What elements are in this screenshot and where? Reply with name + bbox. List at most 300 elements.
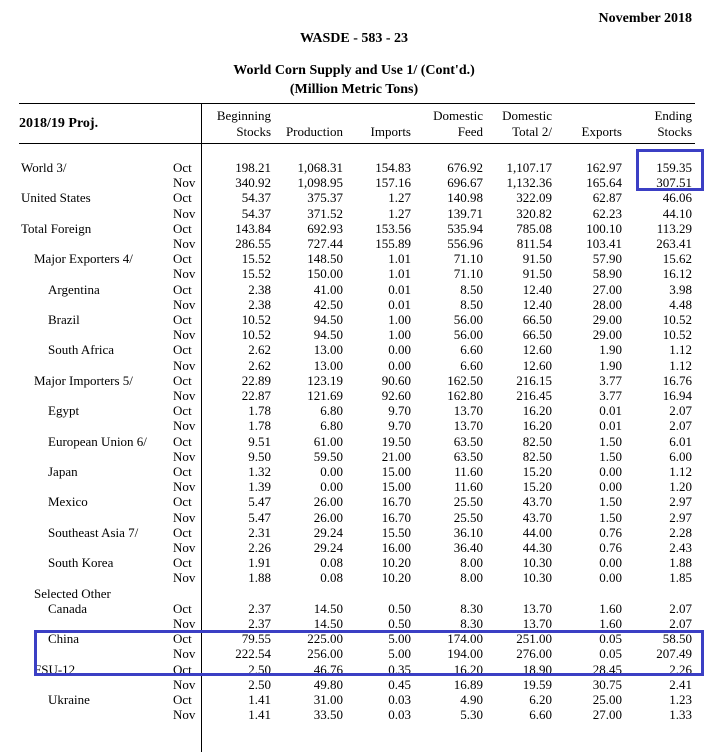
column-header (286, 108, 343, 140)
row-month: Nov (173, 570, 196, 586)
row-month: Nov (173, 418, 196, 434)
table-cell: 8.30 (460, 600, 483, 616)
table-cell: 16.70 (381, 509, 411, 525)
table-cell: 9.51 (248, 433, 271, 449)
table-cell: 26.00 (313, 509, 343, 525)
table-cell: 11.60 (454, 464, 483, 479)
row-label: Major Exporters 4/ (34, 251, 133, 267)
table-cell: 692.93 (307, 220, 343, 236)
table-cell: 256.00 (307, 646, 343, 662)
table-cell: 1.90 (599, 342, 622, 358)
row-label: Selected Other (34, 585, 111, 601)
row-month: Oct (173, 281, 192, 297)
table-cell: 307.51 (656, 175, 692, 191)
table-cell: 2.43 (669, 540, 692, 555)
table-cell: 1.60 (599, 616, 622, 631)
row-month: Oct (173, 190, 192, 206)
table-cell: 1,107.17 (506, 160, 552, 175)
table-cell: 1.90 (599, 357, 622, 373)
row-month: Oct (173, 464, 192, 479)
table-cell: 727.44 (307, 236, 343, 251)
row-label: United States (21, 190, 91, 206)
table-cell: 31.00 (313, 692, 343, 707)
table-cell: 33.50 (313, 707, 343, 723)
table-cell: 1,068.31 (297, 160, 343, 175)
table-cell: 16.94 (662, 388, 692, 403)
table-cell: 8.50 (460, 296, 483, 312)
row-month: Oct (173, 251, 192, 267)
table-cell: 16.00 (381, 540, 411, 555)
table-cell: 0.08 (320, 555, 343, 571)
table-cell: 1.78 (248, 403, 271, 419)
row-month: Oct (173, 692, 192, 707)
table-cell: 2.26 (248, 540, 271, 555)
column-header (433, 108, 483, 140)
row-month: Nov (173, 296, 196, 312)
table-cell: 140.98 (447, 190, 483, 206)
table-cell: 148.50 (307, 251, 343, 267)
table-cell: 1.78 (248, 418, 271, 434)
table-cell: 82.50 (522, 433, 552, 449)
row-month: Nov (173, 388, 196, 403)
table-cell: 56.00 (453, 312, 483, 327)
row-month: Nov (173, 509, 196, 525)
row-label: Ukraine (48, 692, 90, 707)
table-cell: 371.52 (307, 205, 343, 221)
table-cell: 6.80 (320, 418, 343, 434)
table-cell: 811.54 (516, 236, 552, 251)
table-cell: 4.48 (669, 296, 692, 312)
table-cell: 25.50 (453, 509, 483, 525)
table-cell: 375.37 (307, 190, 343, 206)
table-cell: 26.00 (313, 494, 343, 510)
table-cell: 59.50 (313, 448, 343, 464)
table-cell: 44.10 (662, 205, 692, 221)
table-cell: 1.85 (669, 570, 692, 586)
projection-label: 2018/19 Proj. (19, 116, 99, 131)
table-cell: 57.90 (592, 251, 622, 267)
row-month: Oct (173, 372, 192, 388)
table-cell: 2.37 (248, 616, 271, 631)
table-cell: 94.50 (313, 327, 343, 343)
table-cell: 5.47 (248, 494, 271, 510)
table-cell: 150.00 (307, 266, 343, 282)
table-cell: 10.30 (522, 570, 552, 586)
column-header-line1: Domestic (502, 108, 552, 123)
table-cell: 6.60 (460, 342, 483, 358)
row-month: Nov (173, 616, 196, 631)
column-header (582, 108, 622, 140)
column-header (654, 108, 692, 140)
table-cell: 1,132.36 (506, 175, 552, 191)
table-cell: 162.50 (447, 372, 483, 388)
table-cell: 198.21 (235, 160, 271, 175)
row-month: Nov (173, 205, 196, 221)
table-cell: 0.01 (388, 281, 411, 297)
table-cell: 2.97 (669, 494, 692, 510)
row-month: Nov (173, 540, 196, 555)
table-cell: 2.41 (669, 676, 692, 692)
table-cell: 10.52 (241, 312, 271, 327)
table-cell: 16.89 (453, 676, 483, 692)
table-cell: 0.05 (599, 631, 622, 647)
table-cell: 216.45 (516, 388, 552, 403)
table-cell: 5.47 (248, 509, 271, 525)
table-cell: 0.00 (320, 464, 343, 479)
table-cell: 28.00 (592, 296, 622, 312)
table-cell: 2.26 (669, 661, 692, 677)
table-cell: 263.41 (656, 236, 692, 251)
table-cell: 157.16 (375, 175, 411, 191)
table-cell: 16.20 (522, 418, 552, 434)
table-cell: 15.52 (241, 266, 271, 282)
table-cell: 29.24 (313, 524, 343, 540)
table-cell: 159.35 (656, 160, 692, 175)
table-cell: 1.50 (599, 433, 622, 449)
table-cell: 36.10 (453, 524, 483, 540)
table-cell: 13.00 (313, 357, 343, 373)
table-cell: 2.37 (248, 600, 271, 616)
table-cell: 1.01 (388, 251, 411, 267)
table-cell: 2.28 (669, 524, 692, 540)
table-cell: 18.90 (522, 661, 552, 677)
table-cell: 56.00 (453, 327, 483, 343)
table-cell: 1.23 (669, 692, 692, 707)
table-cell: 90.60 (381, 372, 411, 388)
table-cell: 15.20 (522, 464, 552, 479)
row-label: Argentina (48, 281, 100, 297)
row-month: Oct (173, 403, 192, 419)
table-cell: 15.00 (381, 479, 411, 495)
table-cell: 0.45 (388, 676, 411, 692)
table-cell: 22.89 (241, 372, 271, 388)
table-cell: 13.70 (522, 600, 552, 616)
table-cell: 5.00 (388, 646, 411, 662)
table-cell: 696.67 (447, 175, 483, 191)
table-cell: 16.76 (662, 372, 692, 388)
table-cell: 8.00 (460, 570, 483, 586)
table-cell: 82.50 (522, 448, 552, 464)
table-cell: 6.60 (529, 707, 552, 723)
table-cell: 0.50 (388, 600, 411, 616)
table-cell: 13.70 (453, 403, 483, 419)
table-cell: 62.23 (592, 205, 622, 221)
row-month: Nov (173, 448, 196, 464)
table-cell: 1.41 (248, 707, 271, 723)
row-month: Oct (173, 600, 192, 616)
row-label: Egypt (48, 403, 80, 419)
column-header (371, 108, 411, 140)
table-cell: 46.76 (313, 661, 343, 677)
table-cell: 58.90 (592, 266, 622, 282)
column-header-line1 (582, 108, 622, 124)
table-cell: 2.62 (248, 357, 271, 373)
table-cell: 6.80 (320, 403, 343, 419)
table-cell: 92.60 (381, 388, 411, 403)
column-header-line2: Stocks (236, 124, 271, 139)
table-cell: 0.35 (388, 661, 411, 677)
table-cell: 0.76 (599, 540, 622, 555)
row-label: World 3/ (21, 160, 67, 175)
table-cell: 71.10 (453, 266, 483, 282)
table-cell: 0.00 (599, 570, 622, 586)
table-subtitle: (Million Metric Tons) (289, 82, 419, 97)
table-cell: 3.77 (599, 388, 622, 403)
table-cell: 61.00 (313, 433, 343, 449)
table-cell: 1.88 (669, 555, 692, 571)
table-cell: 0.01 (599, 403, 622, 419)
table-cell: 1.12 (669, 464, 692, 479)
table-cell: 100.10 (586, 220, 622, 236)
row-month: Nov (173, 357, 196, 373)
table-cell: 0.76 (599, 524, 622, 540)
table-cell: 49.80 (313, 676, 343, 692)
table-cell: 1.33 (669, 707, 692, 723)
table-cell: 16.12 (662, 266, 692, 282)
table-cell: 1.32 (248, 464, 271, 479)
table-cell: 8.00 (460, 555, 483, 571)
row-month: Nov (173, 707, 196, 723)
table-cell: 1.00 (388, 312, 411, 327)
table-cell: 21.00 (381, 448, 411, 464)
table-cell: 286.55 (235, 236, 271, 251)
table-cell: 62.87 (592, 190, 622, 206)
table-cell: 15.52 (241, 251, 271, 267)
row-month: Oct (173, 661, 192, 677)
table-cell: 66.50 (522, 327, 552, 343)
row-month: Oct (173, 342, 192, 358)
table-cell: 3.77 (599, 372, 622, 388)
table-cell: 10.20 (381, 555, 411, 571)
table-cell: 2.38 (248, 296, 271, 312)
table-cell: 113.29 (656, 220, 692, 236)
row-label: European Union 6/ (48, 433, 147, 449)
table-cell: 63.50 (453, 448, 483, 464)
table-cell: 4.90 (460, 692, 483, 707)
table-cell: 79.55 (241, 631, 271, 647)
row-month: Nov (173, 266, 196, 282)
table-cell: 12.60 (522, 342, 552, 358)
table-cell: 1.39 (248, 479, 271, 495)
table-cell: 44.30 (522, 540, 552, 555)
table-cell: 16.70 (381, 494, 411, 510)
table-cell: 162.80 (447, 388, 483, 403)
row-label: China (48, 631, 80, 647)
table-cell: 1.20 (669, 479, 692, 495)
table-cell: 1.12 (669, 342, 692, 358)
table-cell: 1.50 (599, 448, 622, 464)
table-cell: 28.45 (592, 661, 622, 677)
table-cell: 123.19 (307, 372, 343, 388)
table-cell: 276.00 (516, 646, 552, 662)
table-cell: 194.00 (447, 646, 483, 662)
row-label: FSU-12 (34, 661, 76, 677)
table-cell: 16.20 (522, 403, 552, 419)
column-header-line2: Production (285, 124, 343, 139)
row-month: Nov (173, 175, 196, 191)
table-cell: 91.50 (522, 266, 552, 282)
row-label: Brazil (48, 312, 80, 327)
table-cell: 5.00 (388, 631, 411, 647)
table-cell: 27.00 (592, 281, 622, 297)
table-cell: 43.70 (522, 509, 552, 525)
table-cell: 15.00 (381, 464, 411, 479)
column-header-line1 (371, 108, 411, 124)
table-cell: 0.00 (388, 342, 411, 358)
table-cell: 12.40 (522, 296, 552, 312)
table-cell: 1.50 (599, 509, 622, 525)
table-cell: 9.70 (388, 403, 411, 419)
table-cell: 14.50 (313, 600, 343, 616)
table-cell: 29.24 (313, 540, 343, 555)
table-cell: 1.91 (248, 555, 271, 571)
table-cell: 12.40 (522, 281, 552, 297)
row-month: Nov (173, 236, 196, 251)
table-cell: 58.50 (662, 631, 692, 647)
row-month: Oct (173, 220, 192, 236)
row-label: Canada (48, 600, 87, 616)
table-cell: 10.20 (381, 570, 411, 586)
table-cell: 15.62 (662, 251, 692, 267)
table-title: World Corn Supply and Use 1/ (Cont'd.) (233, 63, 475, 78)
row-month: Nov (173, 676, 196, 692)
table-cell: 14.50 (313, 616, 343, 631)
row-label: Mexico (48, 494, 88, 510)
table-cell: 785.08 (516, 220, 552, 236)
table-cell: 5.30 (460, 707, 483, 723)
column-header-line1 (286, 108, 343, 124)
table-cell: 8.30 (460, 616, 483, 631)
table-cell: 174.00 (447, 631, 483, 647)
table-cell: 11.60 (454, 479, 483, 495)
table-cell: 66.50 (522, 312, 552, 327)
table-cell: 2.50 (248, 676, 271, 692)
table-cell: 91.50 (522, 251, 552, 267)
table-cell: 322.09 (516, 190, 552, 206)
table-cell: 0.00 (599, 555, 622, 571)
header-rule (19, 143, 695, 144)
table-cell: 19.50 (381, 433, 411, 449)
table-cell: 1.01 (388, 266, 411, 282)
row-month: Nov (173, 479, 196, 495)
table-cell: 54.37 (241, 205, 271, 221)
table-cell: 1.00 (388, 327, 411, 343)
table-cell: 0.03 (388, 692, 411, 707)
table-cell: 535.94 (447, 220, 483, 236)
row-month: Oct (173, 631, 192, 647)
table-cell: 25.50 (453, 494, 483, 510)
table-cell: 15.50 (381, 524, 411, 540)
table-cell: 36.40 (453, 540, 483, 555)
table-cell: 27.00 (592, 707, 622, 723)
table-cell: 0.01 (599, 418, 622, 434)
table-cell: 103.41 (586, 236, 622, 251)
table-cell: 2.07 (669, 418, 692, 434)
column-header-line2: Stocks (657, 124, 692, 139)
table-cell: 0.05 (599, 646, 622, 662)
row-month: Oct (173, 160, 192, 175)
table-cell: 121.69 (307, 388, 343, 403)
table-cell: 10.52 (241, 327, 271, 343)
table-cell: 1,098.95 (297, 175, 343, 191)
column-header-line2: Exports (581, 124, 622, 139)
table-cell: 15.20 (522, 479, 552, 495)
column-header-line2: Feed (457, 124, 483, 139)
table-cell: 94.50 (313, 312, 343, 327)
table-cell: 216.15 (516, 372, 552, 388)
top-rule (19, 103, 695, 104)
table-cell: 54.37 (241, 190, 271, 206)
table-cell: 2.07 (669, 616, 692, 631)
table-cell: 1.88 (248, 570, 271, 586)
table-cell: 556.96 (447, 236, 483, 251)
table-cell: 207.49 (656, 646, 692, 662)
table-cell: 3.98 (669, 281, 692, 297)
table-cell: 320.82 (516, 205, 552, 221)
row-label: Southeast Asia 7/ (48, 524, 139, 540)
table-cell: 6.60 (460, 357, 483, 373)
column-header-line1: Beginning (216, 108, 271, 123)
table-cell: 63.50 (453, 433, 483, 449)
table-cell: 0.01 (388, 296, 411, 312)
column-header (502, 108, 552, 140)
table-cell: 44.00 (522, 524, 552, 540)
table-cell: 0.50 (388, 616, 411, 631)
table-cell: 46.06 (662, 190, 692, 206)
report-id: WASDE - 583 - 23 (299, 31, 409, 46)
table-cell: 2.07 (669, 600, 692, 616)
table-cell: 29.00 (592, 312, 622, 327)
row-label: Major Importers 5/ (34, 372, 133, 388)
table-cell: 676.92 (447, 160, 483, 175)
table-cell: 1.12 (669, 357, 692, 373)
table-cell: 1.27 (388, 205, 411, 221)
table-cell: 162.97 (586, 160, 622, 175)
row-label: Total Foreign (21, 220, 92, 236)
table-cell: 155.89 (375, 236, 411, 251)
table-cell: 10.52 (662, 327, 692, 343)
column-header-line2: Imports (370, 124, 411, 139)
table-cell: 8.50 (460, 281, 483, 297)
table-cell: 154.83 (375, 160, 411, 175)
table-cell: 2.38 (248, 281, 271, 297)
table-cell: 41.00 (313, 281, 343, 297)
table-cell: 225.00 (307, 631, 343, 647)
table-cell: 29.00 (592, 327, 622, 343)
table-cell: 165.64 (586, 175, 622, 191)
ending-stocks-highlight (636, 149, 704, 191)
column-header-line2: Total 2/ (512, 124, 552, 139)
table-cell: 10.52 (662, 312, 692, 327)
table-cell: 251.00 (516, 631, 552, 647)
table-cell: 0.00 (320, 479, 343, 495)
row-label: South Korea (48, 555, 114, 571)
report-date: November 2018 (598, 11, 692, 26)
table-cell: 0.03 (388, 707, 411, 723)
table-cell: 1.41 (248, 692, 271, 707)
column-header-line1: Ending (654, 108, 692, 123)
table-cell: 19.59 (522, 676, 552, 692)
table-cell: 6.00 (669, 448, 692, 464)
row-month: Oct (173, 555, 192, 571)
table-cell: 13.70 (522, 616, 552, 631)
table-cell: 2.07 (669, 403, 692, 419)
table-cell: 22.87 (241, 388, 271, 403)
row-label: Japan (48, 464, 78, 479)
table-cell: 2.50 (248, 661, 271, 677)
table-cell: 42.50 (313, 296, 343, 312)
table-cell: 153.56 (375, 220, 411, 236)
